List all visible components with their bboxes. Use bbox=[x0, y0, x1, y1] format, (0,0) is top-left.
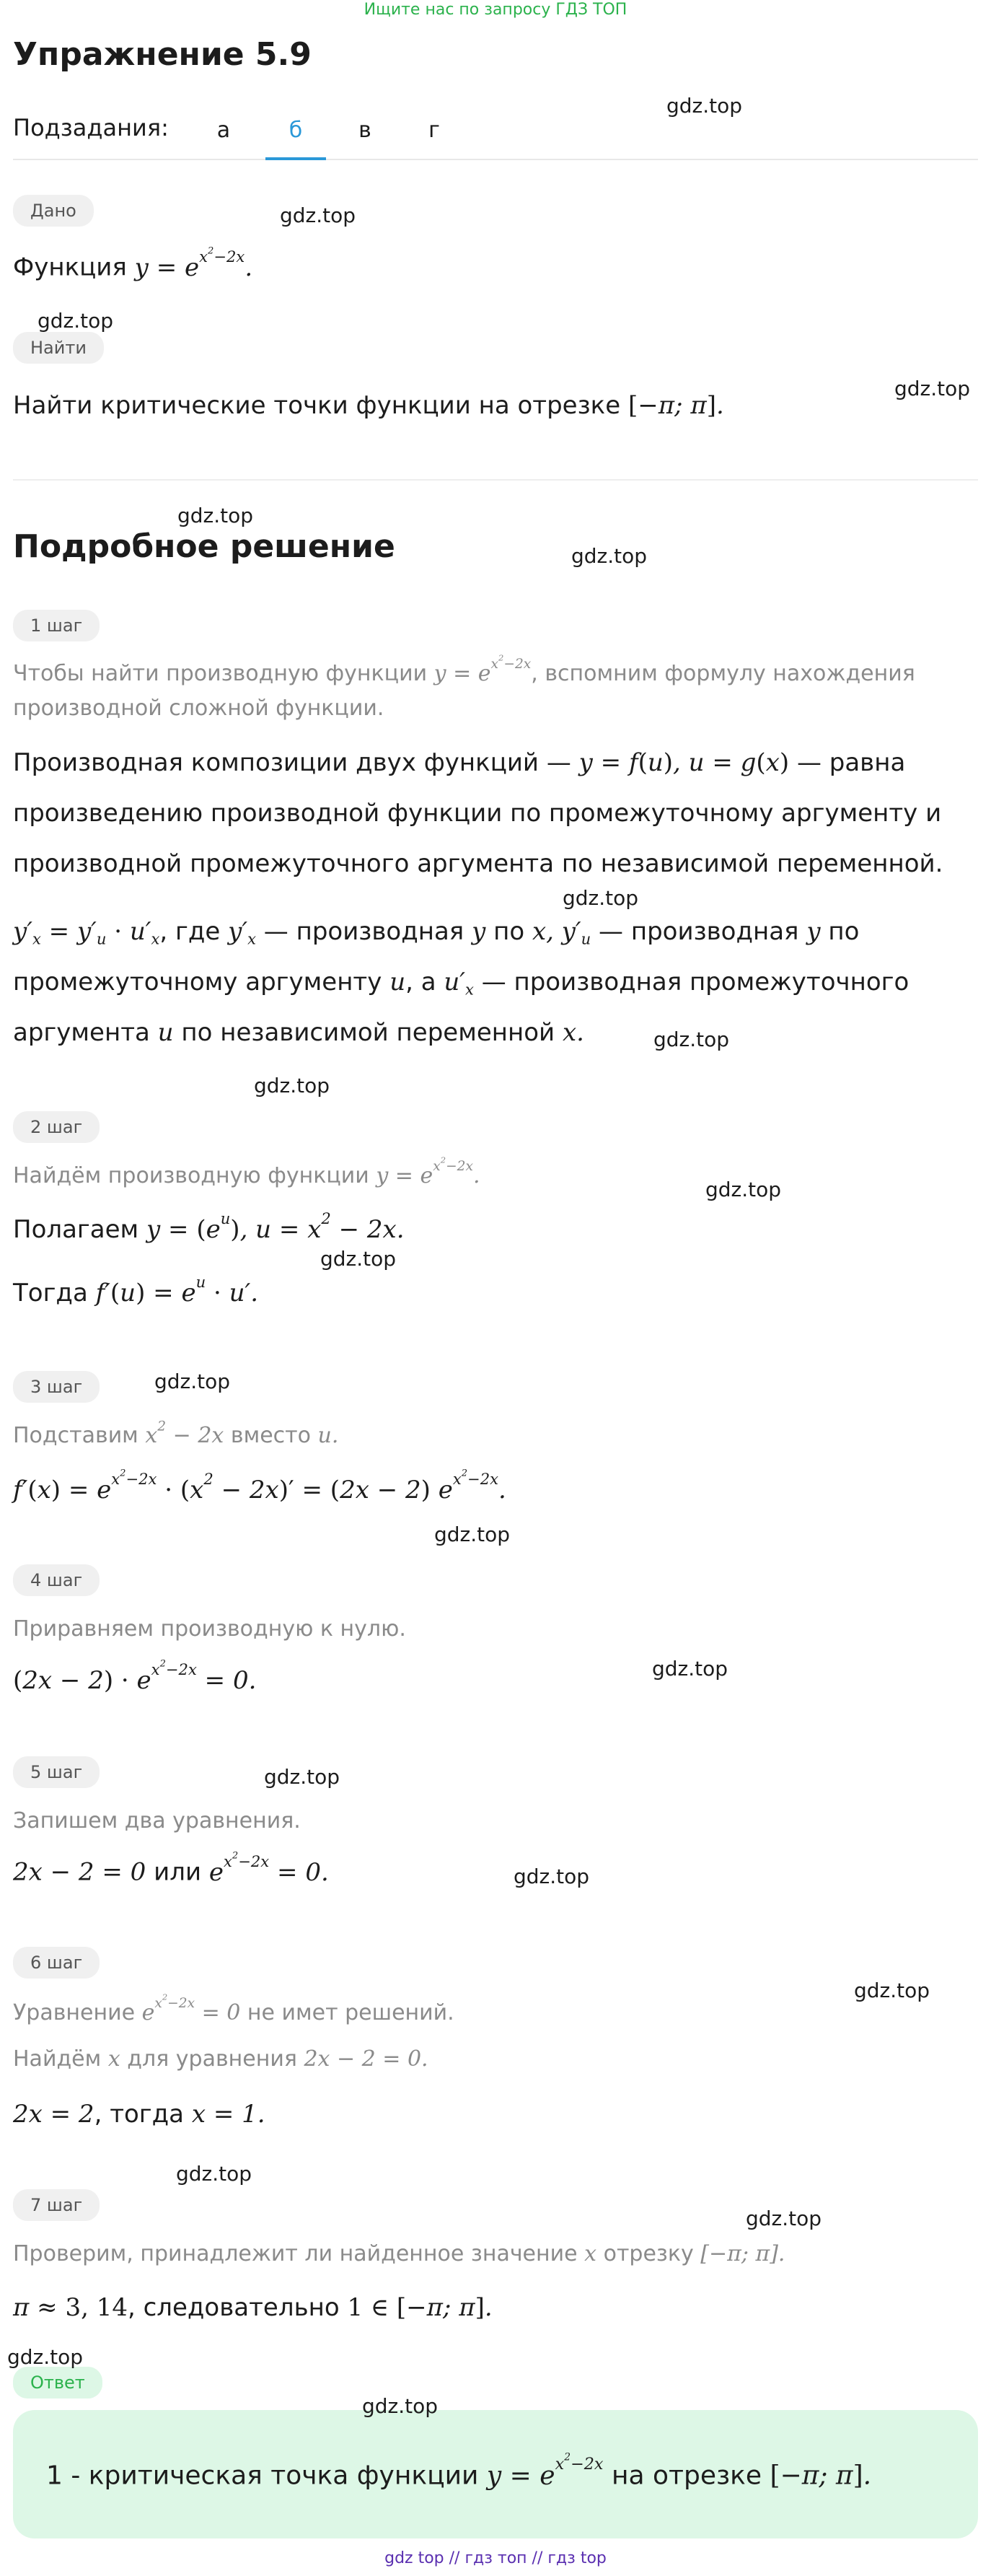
given-label: Функция bbox=[13, 253, 127, 282]
step-5-hint: Запишем два уравнения. bbox=[13, 1808, 301, 1834]
watermark: gdz.top bbox=[320, 1247, 397, 1271]
watermark: gdz.top bbox=[666, 94, 743, 118]
step-2-hint-text: Найдём производную функции bbox=[13, 1163, 369, 1189]
step-1-badge: 1 шаг bbox=[13, 610, 100, 641]
answer-box bbox=[13, 2410, 978, 2538]
step-7-membership: 1 ∈ [−π; π]. bbox=[347, 2293, 493, 2322]
watermark: gdz.top bbox=[514, 1865, 590, 1888]
divider bbox=[13, 479, 978, 481]
step-2-l1-formula: $y = (e^u)$, $u = x^2 - 2x$. bbox=[146, 1209, 405, 1244]
watermark: gdz.top bbox=[434, 1523, 511, 1546]
step-6-result: x = 1. bbox=[191, 2100, 265, 2129]
step-1-hint-b: , вспомним формулу нахождения bbox=[531, 661, 915, 686]
subtasks-tabs bbox=[13, 108, 978, 160]
step-1-rule-p1: Производная композиции двух функций — bbox=[13, 748, 571, 777]
step-5-eq1: 2x − 2 = 0 bbox=[13, 1857, 146, 1887]
watermark: gdz.top bbox=[176, 2162, 252, 2186]
step-2-hint-formula: $y = e^{x^2-2x}$. bbox=[376, 1155, 480, 1189]
step-1-q5: по bbox=[828, 917, 860, 946]
top-banner[interactable]: Ищите нас по запросу ГДЗ ТОП bbox=[364, 1, 627, 19]
step-3-hint-u: u. bbox=[317, 1423, 339, 1448]
step-6-hint-x: x bbox=[107, 2046, 120, 2072]
step-3-hint-b: вместо bbox=[230, 1423, 311, 1448]
step-6-hint-c: Найдём bbox=[13, 2046, 102, 2072]
step-1-notation-formula: $y'_x = y'_u \cdot u'_x$ bbox=[13, 917, 160, 948]
step-6-hint-1 bbox=[13, 1992, 454, 2029]
tab-b[interactable]: б bbox=[265, 108, 326, 160]
step-1-q1: , где bbox=[159, 917, 221, 946]
watermark: gdz.top bbox=[38, 309, 114, 333]
answer-badge: Ответ bbox=[13, 2367, 102, 2398]
step-3-hint bbox=[13, 1420, 338, 1452]
step-1-yx: $y'_x$ bbox=[228, 917, 256, 948]
answer-interval: [−π; π]. bbox=[770, 2461, 872, 2491]
step-4-badge: 4 шаг bbox=[13, 1564, 100, 1596]
watermark: gdz.top bbox=[177, 504, 254, 527]
step-1-rule-p2: — равна bbox=[796, 748, 906, 777]
find-label: Найти критические точки функции на отрезке bbox=[13, 391, 621, 420]
step-1-q6: промежуточному аргументу bbox=[13, 968, 382, 996]
answer-formula: $y = e^{x^2-2x}$ bbox=[486, 2452, 604, 2491]
step-6-formula bbox=[13, 2098, 265, 2130]
step-6-hint-a: Уравнение bbox=[13, 2000, 136, 2026]
step-2-line-1 bbox=[13, 1209, 405, 1245]
step-1-rule-p3: произведению производной функции по промежуточному аргументу и bbox=[13, 799, 942, 828]
step-4-equation: $(2x - 2) \cdot e^{x^2-2x} = 0$. bbox=[13, 1658, 257, 1695]
find-interval: [−π; π]. bbox=[627, 391, 724, 420]
step-7-conclusion: , следовательно bbox=[127, 2293, 340, 2322]
step-1-y: y bbox=[472, 917, 486, 946]
step-3-hint-formula: $x^2 - 2x$ bbox=[145, 1419, 224, 1448]
step-1-q10: по независимой переменной bbox=[181, 1018, 555, 1047]
step-7-hint bbox=[13, 2238, 785, 2270]
step-1-rule-p4: производной промежуточного аргумента по независимой переменной. bbox=[13, 849, 943, 878]
step-1-q2: — производная bbox=[263, 917, 464, 946]
page-title: Упражнение 5.9 bbox=[13, 36, 312, 73]
step-1-x: x, $y'_u$ bbox=[532, 917, 591, 948]
tab-g[interactable]: г bbox=[428, 118, 440, 143]
step-2-l2-formula: $f'(u) = e^u \cdot u'$. bbox=[95, 1273, 259, 1307]
watermark: gdz.top bbox=[854, 1979, 930, 2002]
step-3-badge: 3 шаг bbox=[13, 1371, 100, 1403]
watermark: gdz.top bbox=[653, 1028, 730, 1051]
watermark: gdz.top bbox=[563, 886, 639, 910]
find-text bbox=[13, 390, 724, 421]
step-1-q8: — производная промежуточного bbox=[481, 968, 909, 996]
step-3-formula bbox=[13, 1468, 506, 1506]
step-2-line-2 bbox=[13, 1273, 259, 1309]
step-7-hint-b: отрезку bbox=[603, 2241, 694, 2266]
step-6-hint-eq: $e^{x^2-2x} = 0$ bbox=[141, 1992, 241, 2026]
tab-a[interactable]: а bbox=[216, 118, 231, 143]
find-badge: Найти bbox=[13, 332, 104, 364]
step-7-approx: π ≈ 3, 14 bbox=[13, 2293, 128, 2322]
watermark: gdz.top bbox=[652, 1657, 728, 1681]
step-1-x2: x. bbox=[562, 1018, 584, 1047]
step-1-rule-formula: y = f(u), u = g(x) bbox=[578, 748, 790, 777]
step-7-hint-interval: [−π; π]. bbox=[700, 2241, 785, 2266]
step-1-u2: u bbox=[157, 1018, 174, 1047]
step-6-badge: 6 шаг bbox=[13, 1947, 100, 1979]
step-1-q4: — производная bbox=[599, 917, 799, 946]
step-7-formula bbox=[13, 2292, 493, 2323]
step-6-hint-b: не имет решений. bbox=[247, 2000, 454, 2026]
watermark: gdz.top bbox=[571, 544, 648, 568]
step-2-l2: Тогда bbox=[13, 1279, 88, 1307]
step-4-hint: Приравняем производную к нулю. bbox=[13, 1616, 406, 1642]
answer-text-b: на отрезке bbox=[611, 2461, 762, 2491]
answer-text bbox=[46, 2452, 872, 2491]
watermark: gdz.top bbox=[7, 2345, 84, 2369]
watermark: gdz.top bbox=[362, 2394, 439, 2418]
watermark: gdz.top bbox=[894, 377, 971, 400]
step-3-hint-a: Подставим bbox=[13, 1423, 138, 1448]
step-7-hint-a: Проверим, принадлежит ли найденное значение bbox=[13, 2241, 578, 2266]
step-2-l1: Полагаем bbox=[13, 1215, 139, 1244]
given-text bbox=[13, 245, 253, 284]
step-6-hint-2 bbox=[13, 2043, 428, 2075]
step-1-y2: y bbox=[806, 917, 821, 946]
watermark: gdz.top bbox=[280, 203, 356, 227]
watermark: gdz.top bbox=[746, 2207, 822, 2230]
answer-text-a: 1 - критическая точка функции bbox=[46, 2461, 479, 2491]
step-6-hint-eq2: 2x − 2 = 0. bbox=[304, 2046, 428, 2072]
step-1-q9: аргумента bbox=[13, 1018, 150, 1047]
step-1-hint-a: Чтобы найти производную функции bbox=[13, 661, 428, 686]
watermark: gdz.top bbox=[705, 1178, 782, 1201]
step-1-hint-formula: $y = e^{x^2-2x}$ bbox=[433, 652, 532, 686]
footer-links[interactable]: gdz top // гдз топ // гдз top bbox=[384, 2549, 607, 2567]
solution-title: Подробное решение bbox=[13, 528, 395, 565]
step-1-q7: , а bbox=[405, 968, 436, 996]
step-1-hint-c: производной сложной функции. bbox=[13, 696, 384, 721]
step-1-ux: $u'_x$ bbox=[444, 968, 474, 999]
watermark: gdz.top bbox=[154, 1370, 231, 1393]
watermark: gdz.top bbox=[264, 1765, 340, 1789]
step-5-or: или bbox=[154, 1857, 202, 1887]
step-6-then: , тогда bbox=[94, 2100, 185, 2129]
given-formula: $y = e^{x^2-2x}$. bbox=[134, 245, 253, 282]
step-5-badge: 5 шаг bbox=[13, 1756, 100, 1788]
step-3-derivative: $f'(x) = e^{x^2-2x} \cdot (x^2 - 2x)' = (2x - 2)$ $e^{x^2-2x}$. bbox=[13, 1468, 506, 1504]
step-2-hint bbox=[13, 1155, 480, 1192]
step-2-badge: 2 шаг bbox=[13, 1111, 100, 1143]
step-1-notation bbox=[13, 906, 972, 1058]
step-5-eq2: $e^{x^2-2x} = 0$. bbox=[208, 1850, 329, 1887]
step-6-hint-d: для уравнения bbox=[127, 2046, 297, 2072]
step-7-badge: 7 шаг bbox=[13, 2189, 100, 2221]
step-1-q3: по bbox=[493, 917, 525, 946]
given-badge: Дано bbox=[13, 195, 94, 227]
step-6-eq: 2x = 2 bbox=[13, 2100, 94, 2129]
step-1-hint bbox=[13, 652, 972, 726]
step-4-formula bbox=[13, 1658, 257, 1696]
step-1-rule bbox=[13, 737, 972, 889]
step-1-u: u bbox=[389, 968, 406, 996]
step-5-formula bbox=[13, 1850, 329, 1888]
watermark: gdz.top bbox=[254, 1074, 330, 1098]
subtasks-label: Подзадания: bbox=[13, 114, 169, 141]
step-7-hint-x: x bbox=[584, 2241, 597, 2266]
tab-v[interactable]: в bbox=[358, 118, 371, 143]
